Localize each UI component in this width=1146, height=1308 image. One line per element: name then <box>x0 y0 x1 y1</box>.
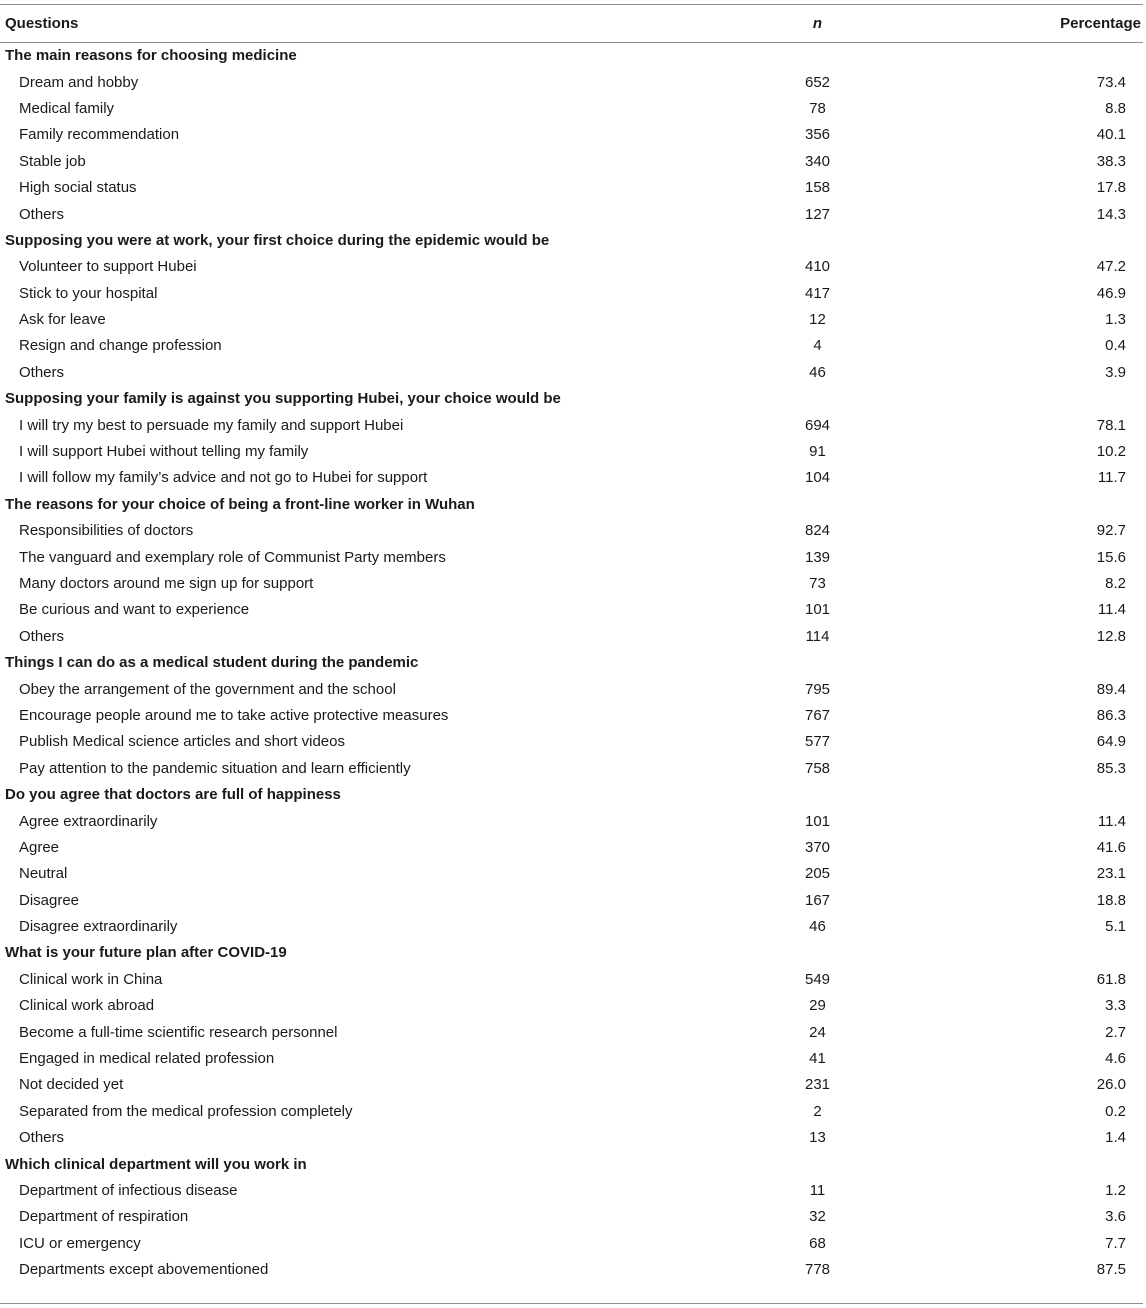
row-percentage: 1.2 <box>1105 1181 1126 1199</box>
table-row <box>0 544 1143 570</box>
table-row <box>0 808 1143 834</box>
row-percentage: 3.3 <box>1105 997 1126 1015</box>
row-n: 24 <box>809 1023 826 1041</box>
table-row <box>0 755 1143 781</box>
row-percentage: 0.4 <box>1105 337 1126 355</box>
table-row <box>0 1045 1143 1071</box>
row-n: 68 <box>809 1234 826 1252</box>
row-percentage: 4.6 <box>1105 1050 1126 1068</box>
row-percentage: 15.6 <box>1096 548 1126 566</box>
header-questions: Questions <box>0 5 735 43</box>
row-label: Clinical work abroad <box>19 997 155 1015</box>
table-bottom-rule <box>0 1303 1143 1304</box>
row-percentage: 2.7 <box>1105 1023 1126 1041</box>
row-n: 795 <box>804 680 831 698</box>
row-label: The vanguard and exemplary role of Communist Party members <box>19 548 446 566</box>
row-label: Others <box>19 1129 65 1147</box>
row-percentage: 61.8 <box>1096 970 1126 988</box>
row-label: Medical family <box>19 99 115 117</box>
table-row <box>0 148 1143 174</box>
section-title: Supposing you were at work, your first choice during the epidemic would be <box>5 231 550 249</box>
row-n: 778 <box>804 1261 831 1279</box>
row-percentage: 12.8 <box>1096 627 1126 645</box>
row-percentage: 89.4 <box>1096 680 1126 698</box>
row-n: 101 <box>804 812 831 830</box>
row-n: 340 <box>804 152 831 170</box>
row-n: 11 <box>809 1181 826 1199</box>
row-n: 356 <box>804 126 831 144</box>
row-percentage: 11.4 <box>1097 812 1126 830</box>
row-n: 370 <box>804 838 831 856</box>
row-percentage: 47.2 <box>1096 258 1126 276</box>
section-title: The main reasons for choosing medicine <box>5 47 297 65</box>
section-header-row <box>0 940 1143 966</box>
row-n: 91 <box>809 443 826 461</box>
row-label: Ask for leave <box>19 311 106 329</box>
row-percentage: 85.3 <box>1096 759 1126 777</box>
row-percentage: 14.3 <box>1096 205 1126 223</box>
row-label: Pay attention to the pandemic situation and learn efficiently <box>19 759 411 777</box>
table-header-row <box>0 5 1143 43</box>
row-percentage: 26.0 <box>1096 1076 1126 1094</box>
row-n: 29 <box>809 997 826 1015</box>
row-label: Others <box>19 627 65 645</box>
row-percentage: 87.5 <box>1096 1261 1126 1279</box>
row-n: 41 <box>809 1050 826 1068</box>
row-percentage: 3.9 <box>1105 363 1126 381</box>
row-n: 694 <box>804 416 831 434</box>
row-label: Publish Medical science articles and short videos <box>19 733 345 751</box>
row-n: 758 <box>804 759 831 777</box>
table-row <box>0 465 1143 491</box>
row-label: Encourage people around me to take active protective measures <box>19 706 449 724</box>
row-label: Obey the arrangement of the government and the school <box>19 680 396 698</box>
row-label: Neutral <box>19 865 68 883</box>
table-row <box>0 438 1143 464</box>
table-row <box>0 1072 1143 1098</box>
table-row <box>0 729 1143 755</box>
row-n: 73 <box>809 575 826 592</box>
row-label: Agree <box>19 838 60 856</box>
row-percentage: 73.4 <box>1096 73 1126 91</box>
table-row <box>0 518 1143 544</box>
table-row <box>0 280 1143 306</box>
table-row <box>0 702 1143 728</box>
row-n: 417 <box>804 284 831 302</box>
row-label: ICU or emergency <box>19 1234 141 1252</box>
table-row <box>0 913 1143 939</box>
row-percentage: 18.8 <box>1096 891 1126 909</box>
table-body <box>0 43 1143 1283</box>
row-percentage: 64.9 <box>1096 733 1126 751</box>
section-header-row <box>0 649 1143 675</box>
row-label: Volunteer to support Hubei <box>19 258 197 276</box>
row-label: Not decided yet <box>19 1076 124 1094</box>
row-n: 12 <box>809 311 826 329</box>
table-row <box>0 1204 1143 1230</box>
row-label: Dream and hobby <box>19 73 139 91</box>
row-label: I will follow my family’s advice and not go to Hubei for support <box>19 469 428 487</box>
row-label: Engaged in medical related profession <box>19 1050 275 1068</box>
section-header-row <box>0 386 1143 412</box>
row-n: 139 <box>804 548 831 566</box>
row-percentage: 1.4 <box>1105 1129 1126 1147</box>
row-label: High social status <box>19 179 137 197</box>
table-row <box>0 834 1143 860</box>
table-row <box>0 1177 1143 1203</box>
header-n: n <box>735 5 900 43</box>
row-n: 32 <box>809 1208 826 1226</box>
row-percentage: 92.7 <box>1096 522 1126 540</box>
section-title: Do you agree that doctors are full of happiness <box>5 786 341 804</box>
row-n: 114 <box>805 627 830 645</box>
row-n: 104 <box>804 469 831 487</box>
row-percentage: 86.3 <box>1096 706 1126 724</box>
table-row <box>0 1256 1143 1282</box>
row-label: Disagree extraordinarily <box>19 918 178 936</box>
row-percentage: 0.2 <box>1105 1102 1126 1120</box>
row-label: Become a full-time scientific research personnel <box>19 1023 338 1041</box>
row-n: 167 <box>804 891 831 909</box>
row-percentage: 7.7 <box>1105 1234 1126 1252</box>
table-row <box>0 570 1143 596</box>
table-row <box>0 1019 1143 1045</box>
row-label: Agree extraordinarily <box>19 812 158 830</box>
row-label: Resign and change profession <box>19 337 222 355</box>
row-percentage: 78.1 <box>1096 416 1126 434</box>
header-percentage: Percentage <box>900 5 1143 43</box>
row-percentage: 46.9 <box>1096 284 1126 302</box>
section-header-row <box>0 491 1143 517</box>
survey-results-table <box>0 4 1143 1283</box>
row-label: Stick to your hospital <box>19 284 158 302</box>
row-label: Department of respiration <box>19 1208 189 1226</box>
table-row <box>0 1098 1143 1124</box>
row-label: Departments except abovementioned <box>19 1261 269 1279</box>
row-n: 13 <box>809 1129 826 1147</box>
table-row <box>0 254 1143 280</box>
table-row <box>0 966 1143 992</box>
row-percentage: 38.3 <box>1096 152 1126 170</box>
table-row <box>0 1230 1143 1256</box>
row-percentage: 11.4 <box>1097 601 1126 619</box>
row-label: I will support Hubei without telling my family <box>19 443 309 461</box>
row-percentage: 8.2 <box>1105 575 1126 592</box>
row-n: 78 <box>809 99 826 117</box>
table-row <box>0 623 1143 649</box>
row-n: 205 <box>804 865 831 883</box>
table-row <box>0 861 1143 887</box>
row-label: Clinical work in China <box>19 970 163 988</box>
table-row <box>0 306 1143 332</box>
row-n: 824 <box>804 522 831 540</box>
row-label: Others <box>19 363 65 381</box>
row-percentage: 3.6 <box>1105 1208 1126 1226</box>
row-n: 767 <box>804 706 831 724</box>
row-n: 4 <box>813 337 822 355</box>
table-row <box>0 95 1143 121</box>
section-title: Things I can do as a medical student during the pandemic <box>5 654 419 672</box>
row-label: Stable job <box>19 152 86 170</box>
row-n: 46 <box>809 918 826 936</box>
row-percentage: 1.3 <box>1105 311 1126 329</box>
row-n: 577 <box>804 733 831 751</box>
row-label: Others <box>19 205 65 223</box>
table-row <box>0 993 1143 1019</box>
table-row <box>0 887 1143 913</box>
row-percentage: 41.6 <box>1096 838 1126 856</box>
row-percentage: 10.2 <box>1096 443 1126 461</box>
table-row <box>0 333 1143 359</box>
row-label: Separated from the medical profession completely <box>19 1102 353 1120</box>
row-n: 127 <box>804 205 831 223</box>
section-title: Which clinical department will you work in <box>5 1155 307 1173</box>
row-percentage: 17.8 <box>1096 179 1126 197</box>
row-label: Many doctors around me sign up for support <box>19 575 314 592</box>
section-header-row <box>0 1151 1143 1177</box>
row-n: 652 <box>804 73 831 91</box>
row-n: 101 <box>804 601 831 619</box>
row-label: Be curious and want to experience <box>19 601 250 619</box>
row-label: Responsibilities of doctors <box>19 522 194 540</box>
section-title: What is your future plan after COVID-19 <box>5 944 287 962</box>
row-percentage: 5.1 <box>1105 918 1126 936</box>
table-row <box>0 69 1143 95</box>
table-row <box>0 201 1143 227</box>
table-row <box>0 359 1143 385</box>
table-row <box>0 174 1143 200</box>
section-title: Supposing your family is against you supporting Hubei, your choice would be <box>5 390 561 408</box>
section-title: The reasons for your choice of being a front-line worker in Wuhan <box>5 495 475 513</box>
table-row <box>0 597 1143 623</box>
row-n: 231 <box>804 1076 831 1094</box>
table-row <box>0 1125 1143 1151</box>
row-n: 158 <box>804 179 831 197</box>
row-percentage: 23.1 <box>1096 865 1126 883</box>
row-n: 2 <box>813 1102 822 1120</box>
row-percentage: 8.8 <box>1105 99 1126 117</box>
table-row <box>0 412 1143 438</box>
row-label: Disagree <box>19 891 80 909</box>
section-header-row <box>0 781 1143 807</box>
row-label: Department of infectious disease <box>19 1181 238 1199</box>
section-header-row <box>0 43 1143 69</box>
row-n: 46 <box>809 363 826 381</box>
row-percentage: 11.7 <box>1097 469 1126 487</box>
section-header-row <box>0 227 1143 253</box>
row-percentage: 40.1 <box>1096 126 1126 144</box>
table-row <box>0 122 1143 148</box>
row-n: 549 <box>804 970 831 988</box>
row-n: 410 <box>804 258 831 276</box>
row-label: Family recommendation <box>19 126 180 144</box>
table-row <box>0 676 1143 702</box>
row-label: I will try my best to persuade my family and support Hubei <box>19 416 404 434</box>
